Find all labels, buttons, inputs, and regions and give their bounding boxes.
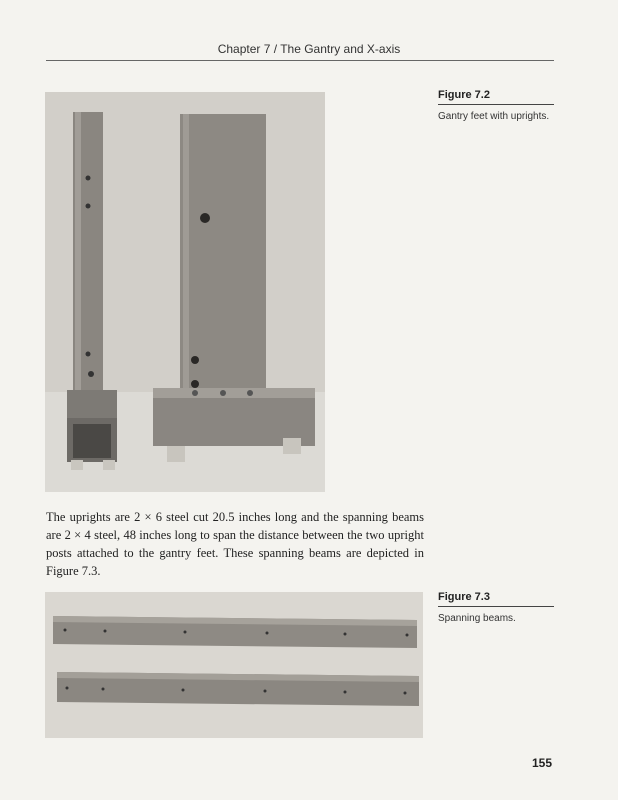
running-head: Chapter 7 / The Gantry and X-axis (217, 42, 401, 56)
header-rule (46, 60, 554, 61)
figure-7-2-photo (45, 92, 325, 492)
figure-7-2-label: Figure 7.2 (438, 89, 554, 105)
figure-7-2-caption (438, 89, 554, 124)
figure-7-2-caption-text: Gantry feet with uprights. (438, 111, 550, 122)
figure-7-3-label: Figure 7.3 (438, 591, 554, 607)
body-paragraph: The uprights are 2 × 6 steel cut 20.5 inches long and the spanning beams are 2 × 4 steel, 48 inches long to span the distance between the two upright posts attached to the gantry feet. These spanning beams are depicted in Figure 7.3. (46, 510, 424, 578)
page-number: 155 (531, 756, 552, 770)
figure-7-3-caption (438, 591, 554, 626)
figure-7-3-caption-text: Spanning beams. (438, 613, 516, 624)
figure-7-3-photo (45, 592, 423, 738)
